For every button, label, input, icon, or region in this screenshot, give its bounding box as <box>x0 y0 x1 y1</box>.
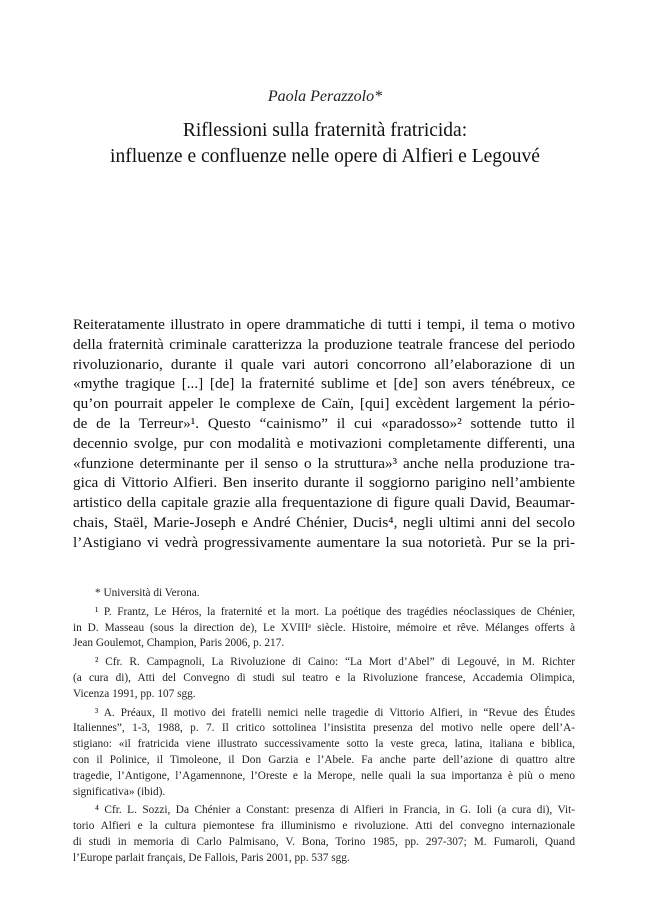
body-line: Reiteratamente illustrato in opere drammatiche di tutti i tempi, il tema o motivo <box>73 316 575 333</box>
footnote-line: (a cura di), Atti del Convegno di studi sul teatro e la Rivoluzione francese, Accademia Olimpica, <box>73 671 575 684</box>
footnote-line: con il Polinice, il Timoleone, il Don Garzia e l’Abele. Fa anche parte dell’azione di quattro altre <box>73 753 575 766</box>
footnote-line: ¹ P. Frantz, Le Héros, la fraternité et la mort. La poétique des tragédies néoclassiques de Chénier, <box>95 605 575 618</box>
footnote-line: in D. Masseau (sous la direction de), Le XVIIIᵉ siècle. Histoire, mémoire et rêve. Mélanges offerts à <box>73 621 575 634</box>
article-title <box>0 118 650 170</box>
body-line: chais, Staël, Marie-Joseph e André Chénier, Ducis⁴, negli ultimi anni del secolo <box>73 513 575 531</box>
body-line: de de la Terreur»¹. Questo “cainismo” il cui «paradosso»² sottende tutto il <box>73 414 575 432</box>
footnote-3 <box>73 706 575 801</box>
body-line: «funzione determinante per il senso o la struttura»³ anche nella produzione tra- <box>73 454 575 472</box>
body-line: «mythe tragique [...] [de] la fraternité sublime et [de] son avers ténébreux, ce <box>73 375 575 393</box>
footnote-4 <box>73 803 575 866</box>
body-paragraph <box>73 315 575 553</box>
footnote-line: l’Europe parlait français, De Fallois, Paris 2001, pp. 537 sgg. <box>73 851 350 864</box>
footnote-line: Jean Goulemot, Champion, Paris 2006, p. 217. <box>73 637 285 650</box>
body-line: artistico della capitale grazie alla frequentazione di figure quali David, Beaumar- <box>73 494 575 512</box>
footnote-line: di studi in memoria di Carlo Palmisano, V. Bona, Torino 1985, pp. 297-307; M. Fumaroli, Quand <box>73 835 575 848</box>
title-line-1: Riflessioni sulla fraternità fratricida: <box>182 120 468 141</box>
author-name: Paola Perazzolo* <box>267 88 383 105</box>
footnote-affiliation: * Università di Verona. <box>95 587 200 599</box>
body-line: qu’on pourrait appeler le complexe de Caïn, [qui] excèdent largement la pério- <box>73 395 575 413</box>
footnotes <box>73 586 575 867</box>
footnote-2 <box>73 655 575 702</box>
body-line: decennio svolge, pur con modalità e motivazioni completamente differenti, una <box>73 434 575 452</box>
body-line: della fraternità criminale caratterizza la produzione teatrale francese del periodo <box>73 335 575 353</box>
footnote-line: ⁴ Cfr. L. Sozzi, Da Chénier a Constant: presenza di Alfieri in Francia, in G. Ioli (a cura di), Vit- <box>95 804 575 817</box>
footnote-line: ³ A. Préaux, Il motivo dei fratelli nemici nelle tragedie di Vittorio Alfieri, in “Revue des Études <box>95 706 575 719</box>
footnote-line: torio Alfieri e la cultura piemontese fra illuminismo e rivoluzione. Atti del convegno internazionale <box>73 820 575 833</box>
body-line: rivoluzionario, durante il quale vari autori concorrono all’elaborazione di un <box>73 355 575 373</box>
body-line: gica di Vittorio Alfieri. Ben inserito durante il soggiorno parigino nell’ambiente <box>73 474 575 492</box>
footnote-line: Italiennes”, 1-3, 1988, p. 7. Il critico sottolinea l’insistita presenza del motivo nelle opere dell’A- <box>73 722 575 735</box>
body-line: l’Astigiano vi vedrà progressivamente aumentare la sua notorietà. Pur se la pri- <box>73 533 575 551</box>
footnote-line: significativa» (ibid). <box>73 785 166 798</box>
footnote-line: Vicenza 1991, pp. 107 sgg. <box>73 687 196 700</box>
title-line-2: influenze e confluenze nelle opere di Alfieri e Legouvé <box>110 146 540 167</box>
footnote-line: ² Cfr. R. Campagnoli, La Rivoluzione di Caino: “La Mort d’Abel” di Legouvé, in M. Richter <box>95 656 575 669</box>
footnote-1 <box>73 605 575 652</box>
footnote-line: tragedie, l’Antigone, l’Agamennone, l’Oreste e la Merope, nelle quali la sua importanza è più o meno <box>73 769 575 782</box>
footnote-line: stigiano: «il fratricida viene illustrato successivamente sotto la veste greca, latina, italiana e biblica, <box>73 738 575 751</box>
